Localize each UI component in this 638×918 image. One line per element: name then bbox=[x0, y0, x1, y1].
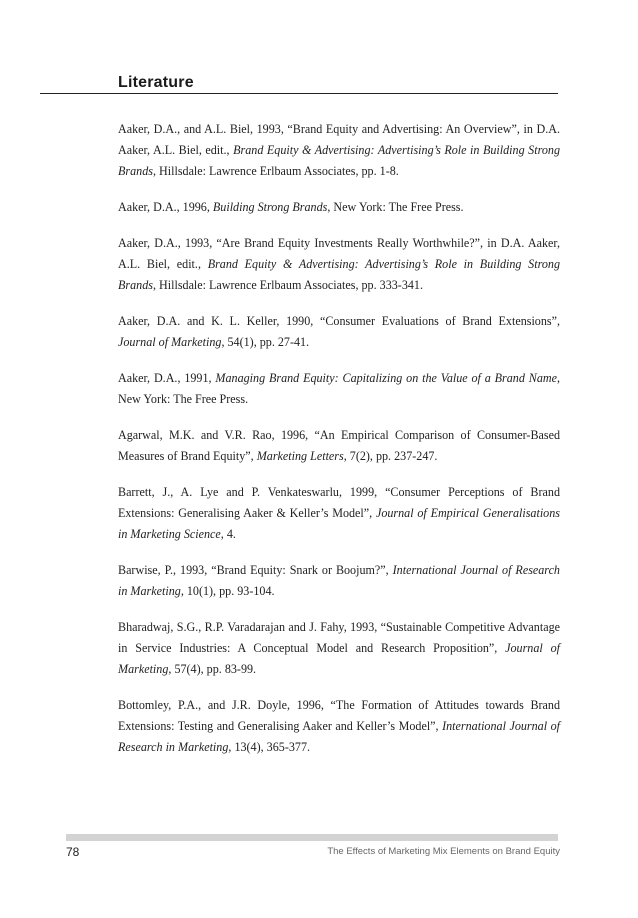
reference-entry bbox=[118, 560, 560, 602]
section-heading: Literature bbox=[118, 74, 194, 91]
reference-source-title: Brand Equity & Advertising: Advertising’s Role in Building Strong Brands bbox=[118, 143, 560, 178]
reference-text: , 7(2), pp. 237-247. bbox=[343, 449, 438, 463]
reference-entry bbox=[118, 119, 560, 182]
reference-text: Aaker, D.A., 1993, “Are Brand Equity Investments Really Worthwhile?”, in D.A. Aaker, A.L. Biel, edit., bbox=[118, 236, 560, 271]
reference-text: , Hillsdale: Lawrence Erlbaum Associates, pp. 333-341. bbox=[152, 278, 423, 292]
reference-entry bbox=[118, 617, 560, 680]
reference-source-title: Journal of Marketing bbox=[118, 335, 222, 349]
reference-text: Aaker, D.A., 1996, bbox=[118, 200, 213, 214]
footer-rule bbox=[66, 834, 558, 841]
reference-source-title: International Journal of Research in Marketing bbox=[118, 719, 561, 754]
reference-text: Barwise, P., 1993, “Brand Equity: Snark or Boojum?”, bbox=[118, 563, 393, 577]
reference-source-title: Journal of Empirical Generalisations in Marketing Science bbox=[118, 506, 560, 541]
reference-text: Agarwal, M.K. and V.R. Rao, 1996, “An Empirical Comparison of Consumer-Based Measures of Brand Equity”, bbox=[118, 428, 560, 463]
reference-text: , Hillsdale: Lawrence Erlbaum Associates, pp. 1-8. bbox=[152, 164, 399, 178]
reference-text: , 10(1), pp. 93-104. bbox=[180, 584, 275, 598]
reference-entry bbox=[118, 695, 560, 758]
reference-text: , 54(1), pp. 27-41. bbox=[221, 335, 310, 349]
reference-text: Aaker, D.A., 1991, bbox=[118, 371, 216, 385]
page-number: 78 bbox=[66, 845, 80, 859]
reference-entry bbox=[118, 233, 560, 296]
reference-text: Barrett, J., A. Lye and P. Venkateswarlu, 1999, “Consumer Perceptions of Brand Extensions: Generalising Aaker & Keller’s Model”, bbox=[118, 485, 560, 520]
reference-text: , 13(4), 365-377. bbox=[228, 740, 311, 754]
reference-entry bbox=[118, 197, 560, 218]
reference-entry bbox=[118, 311, 560, 353]
reference-source-title: Brand Equity & Advertising: Advertising’s Role in Building Strong Brands bbox=[118, 257, 560, 292]
reference-text: , 57(4), pp. 83-99. bbox=[168, 662, 257, 676]
reference-text: , New York: The Free Press. bbox=[118, 371, 560, 406]
running-title: The Effects of Marketing Mix Elements on Brand Equity bbox=[327, 846, 560, 857]
reference-source-title: Managing Brand Equity: Capitalizing on the Value of a Brand Name bbox=[215, 371, 557, 385]
reference-source-title: Building Strong Brands bbox=[212, 200, 328, 214]
heading-rule bbox=[40, 93, 558, 94]
reference-list bbox=[118, 119, 560, 773]
reference-text: Bottomley, P.A., and J.R. Doyle, 1996, “The Formation of Attitudes towards Brand Extensions: Testing and Generalising Aaker and Keller’s Model”, bbox=[118, 698, 560, 733]
reference-text: , 4. bbox=[220, 527, 236, 541]
reference-text: Aaker, D.A., and A.L. Biel, 1993, “Brand Equity and Advertising: An Overview”, in D.A. Aaker, A.L. Biel, edit., bbox=[118, 122, 560, 157]
reference-text: Bharadwaj, S.G., R.P. Varadarajan and J. Fahy, 1993, “Sustainable Competitive Advantage in Service Industries: A Conceptual Model and Research Proposition”, bbox=[118, 620, 560, 655]
reference-entry bbox=[118, 482, 560, 545]
reference-text: , New York: The Free Press. bbox=[327, 200, 464, 214]
reference-source-title: International Journal of Research in Marketing bbox=[118, 563, 560, 598]
reference-source-title: Marketing Letters bbox=[256, 449, 344, 463]
reference-source-title: Journal of Marketing bbox=[118, 641, 560, 676]
reference-text: Aaker, D.A. and K. L. Keller, 1990, “Consumer Evaluations of Brand Extensions”, bbox=[118, 314, 560, 328]
reference-entry bbox=[118, 425, 560, 467]
reference-entry bbox=[118, 368, 560, 410]
